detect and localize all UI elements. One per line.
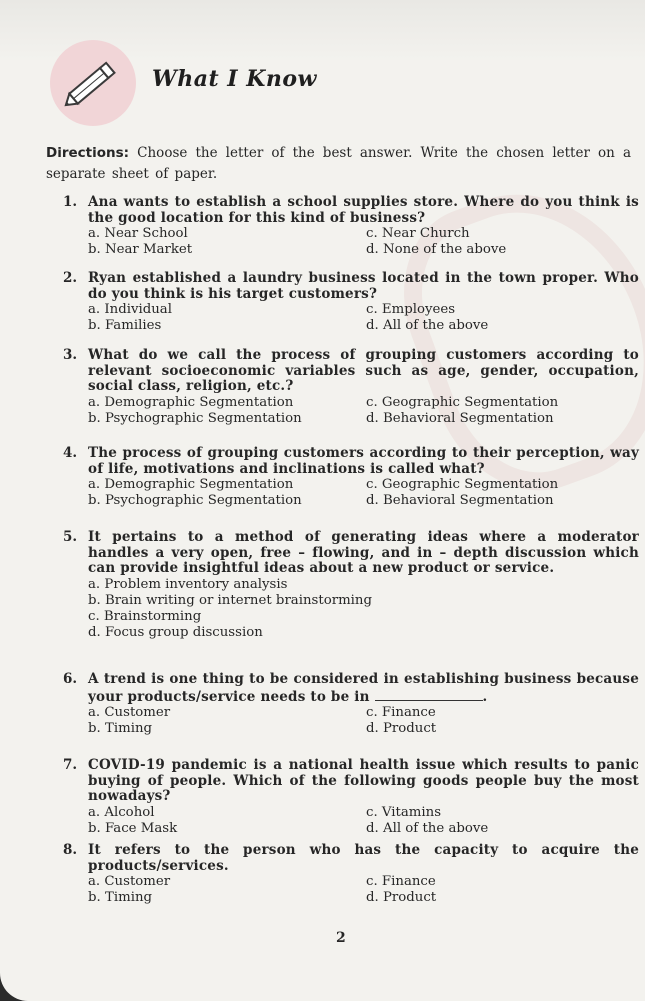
option-a: a. Individual xyxy=(88,302,172,317)
options xyxy=(88,226,640,258)
options xyxy=(88,805,640,837)
question-text: It pertains to a method of generating ideas where a moderator handles a very open, free – flowing, and in – depth discussion which can provide insightful ideas about a new product or service. xyxy=(88,529,639,576)
option-d: d. None of the above xyxy=(366,242,507,257)
answer-blank xyxy=(375,688,483,701)
question-4 xyxy=(63,446,640,509)
option-a: a. Problem inventory analysis xyxy=(88,576,288,592)
directions xyxy=(46,143,631,185)
option-b: b. Near Market xyxy=(88,242,193,257)
options xyxy=(88,395,640,427)
option-a: a. Near School xyxy=(88,226,188,241)
page-number: 2 xyxy=(336,930,346,946)
option-d: d. Behavioral Segmentation xyxy=(366,410,554,426)
option-c: c. Geographic Segmentation xyxy=(366,394,559,410)
directions-text: Choose the letter of the best answer. Write the chosen letter on a separate sheet of paper. xyxy=(46,145,631,182)
question-number: 8. xyxy=(63,842,78,858)
option-b: b. Timing xyxy=(88,890,153,905)
option-d: d. All of the above xyxy=(366,820,489,836)
question-number: 2. xyxy=(63,270,78,286)
option-c: c. Employees xyxy=(366,302,456,317)
question-number: 4. xyxy=(63,445,78,461)
question-text: The process of grouping customers according to their perception, way of life, motivations and inclinations is called what? xyxy=(88,445,639,477)
option-b: b. Timing xyxy=(88,721,153,736)
question-8 xyxy=(63,843,640,906)
question-1 xyxy=(63,195,640,258)
question-text-after: . xyxy=(482,688,488,705)
option-a: a. Customer xyxy=(88,874,171,889)
question-5 xyxy=(63,530,640,641)
question-text: What do we call the process of grouping customers according to relevant socioeconomic variables such as age, gender, occupation, social class, religion, etc.? xyxy=(88,347,639,394)
option-b: b. Face Mask xyxy=(88,820,178,836)
directions-label: Directions: xyxy=(46,145,130,161)
pencil-badge xyxy=(50,40,136,126)
question-3 xyxy=(63,348,640,427)
option-a: a. Demographic Segmentation xyxy=(88,394,294,410)
question-text: COVID-19 pandemic is a national health issue which results to panic buying of people. Which of the following goods people buy the most nowadays? xyxy=(88,757,639,804)
option-d: d. All of the above xyxy=(366,318,489,333)
question-6 xyxy=(63,672,640,737)
options xyxy=(88,874,640,906)
question-2 xyxy=(63,271,640,334)
option-a: a. Customer xyxy=(88,705,171,720)
options xyxy=(88,577,640,641)
option-a: a. Demographic Segmentation xyxy=(88,477,294,492)
option-d: d. Focus group discussion xyxy=(88,624,263,640)
question-text: Ana wants to establish a school supplies store. Where do you think is the good location for this kind of business? xyxy=(88,194,639,226)
options xyxy=(88,477,640,509)
question-number: 1. xyxy=(63,194,78,210)
option-c: c. Brainstorming xyxy=(88,608,202,624)
options xyxy=(88,302,640,334)
section-title: What I Know xyxy=(152,66,317,92)
option-d: d. Product xyxy=(366,721,437,736)
option-b: b. Brain writing or internet brainstorming xyxy=(88,592,373,608)
question-number: 6. xyxy=(63,671,78,687)
question-7 xyxy=(63,758,640,837)
question-number: 7. xyxy=(63,757,78,773)
question-text: Ryan established a laundry business located in the town proper. Who do you think is his target customers? xyxy=(88,270,639,302)
option-c: c. Geographic Segmentation xyxy=(366,477,559,492)
options xyxy=(88,705,640,737)
option-b: b. Psychographic Segmentation xyxy=(88,493,302,508)
option-a: a. Alcohol xyxy=(88,804,155,820)
question-text xyxy=(88,672,639,705)
option-b: b. Families xyxy=(88,318,162,333)
option-c: c. Finance xyxy=(366,705,436,720)
question-text-before: A trend is one thing to be considered in establishing business because your products/service needs to be in xyxy=(88,671,639,705)
option-c: c. Vitamins xyxy=(366,804,442,820)
option-c: c. Near Church xyxy=(366,226,470,241)
question-number: 3. xyxy=(63,347,78,363)
option-c: c. Finance xyxy=(366,874,436,889)
question-number: 5. xyxy=(63,529,78,545)
pencil-icon xyxy=(58,48,128,118)
option-b: b. Psychographic Segmentation xyxy=(88,410,302,426)
option-d: d. Behavioral Segmentation xyxy=(366,493,554,508)
option-d: d. Product xyxy=(366,890,437,905)
question-text: It refers to the person who has the capacity to acquire the products/services. xyxy=(88,842,639,874)
